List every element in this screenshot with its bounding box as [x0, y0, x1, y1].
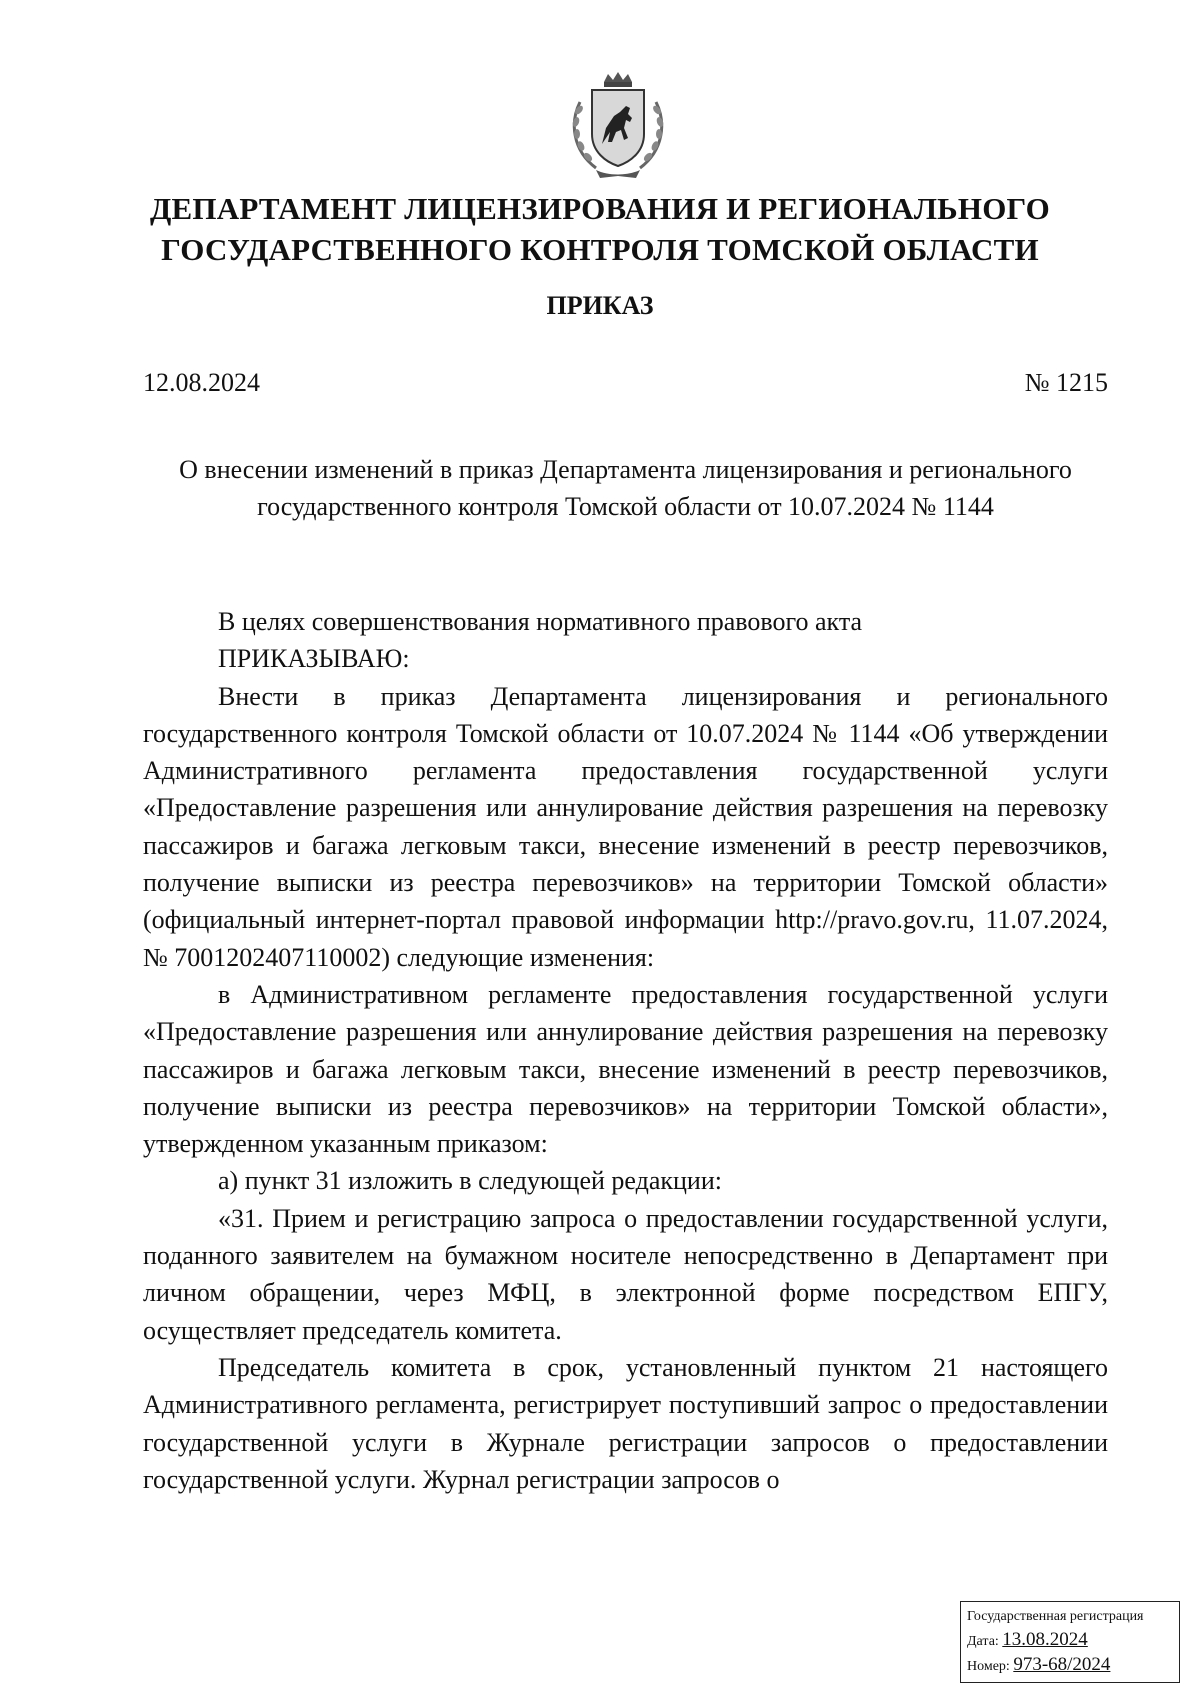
- registration-date-value: 13.08.2024: [1002, 1629, 1088, 1650]
- document-date: 12.08.2024: [143, 368, 260, 397]
- registration-title: Государственная регистрация: [967, 1609, 1144, 1624]
- paragraph-point-31: «31. Прием и регистрацию запроса о предоставлении государственной услуги, поданного заявителем на бумажном носителе непосредственно в Департамент при личном обращении, через МФЦ, в электронной форме посредством ЕПГУ, осуществляет председатель комитета.: [143, 1203, 1108, 1345]
- org-line-2: ГОСУДАРСТВЕННОГО КОНТРОЛЯ ТОМСКОЙ ОБЛАСТИ: [161, 232, 1039, 267]
- registration-date-label: Дата:: [967, 1634, 999, 1649]
- paragraph-command: ПРИКАЗЫВАЮ:: [218, 644, 410, 674]
- paragraph-amendment: Внести в приказ Департамента лицензирования и регионального государственного контроля Томской области от 10.07.2024 № 1144 «Об утверждении Административного регламента предоставления государственной услуги «Предоставление разрешения или аннулирование действия разрешения на перевозку пассажиров и багажа легковым такси, внесение изменений в реестр перевозчиков, получение выписки из реестра перевозчиков» на территории Томской области» (официальный интернет-портал правовой информации http://pravo.gov.ru, 11.07.2024, № 7001202407110002) следующие изменения:: [143, 681, 1108, 972]
- paragraph-chairman: Председатель комитета в срок, установленный пунктом 21 настоящего Административного регламента, регистрирует поступивший запрос о предоставлении государственной услуги в Журнале регистрации запросов о предоставлении государственной услуги. Журнал регистрации запросов о: [143, 1352, 1108, 1494]
- document-type: ПРИКАЗ: [546, 291, 654, 320]
- paragraph-item-a: а) пункт 31 изложить в следующей редакции:: [218, 1166, 722, 1196]
- registration-number-row: [967, 1653, 1173, 1678]
- document-number: № 1215: [1024, 368, 1108, 397]
- document-subject: [143, 451, 1108, 525]
- org-line-1: ДЕПАРТАМЕНТ ЛИЦЕНЗИРОВАНИЯ И РЕГИОНАЛЬНОГО: [150, 191, 1050, 226]
- paragraph-purpose: В целях совершенствования нормативного правового акта: [218, 607, 863, 636]
- document-body: [143, 603, 1108, 1498]
- subject-line-2: государственного контроля Томской области от 10.07.2024 № 1144: [257, 492, 994, 521]
- organization-name: [150, 188, 1050, 270]
- subject-line-1: О внесении изменений в приказ Департамента лицензирования и регионального: [179, 455, 1072, 484]
- registration-date-row: [967, 1628, 1173, 1653]
- registration-stamp: [960, 1601, 1180, 1683]
- registration-number-label: Номер:: [967, 1659, 1010, 1674]
- coat-of-arms-icon: [566, 72, 670, 180]
- registration-number-value: 973-68/2024: [1013, 1654, 1111, 1675]
- paragraph-regulation: в Административном регламенте предоставления государственной услуги «Предоставление разрешения или аннулирование действия разрешения на перевозку пассажиров и багажа легковым такси, внесение изменений в реестр перевозчиков, получение выписки из реестра перевозчиков» на территории Томской области», утвержденном указанным приказом:: [143, 979, 1108, 1159]
